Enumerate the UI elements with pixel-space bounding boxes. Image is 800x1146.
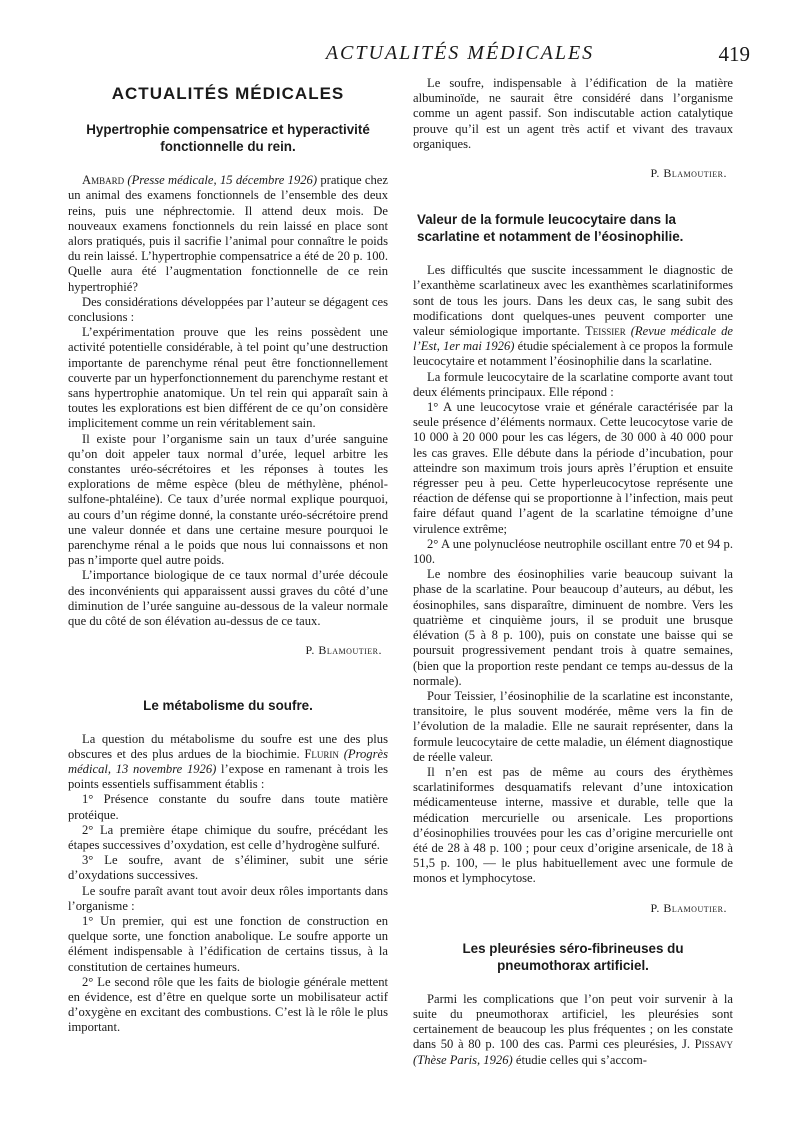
article-paragraph: Le soufre paraît avant tout avoir deux rôles importants dans l’organisme :: [68, 883, 388, 913]
author-name: Flurin: [304, 746, 339, 761]
article-paragraph: 1° Un premier, qui est une fonction de construction en quelque sorte, une fonction anabolique. Le soufre apporte un élément indispensable à l’édification de certains tissus, à la constitution de certaines humeurs.: [68, 913, 388, 974]
article-signature: P. Blamoutier.: [305, 643, 382, 658]
article-paragraph: 2° Le second rôle que les faits de biologie générale mettent en évidence, est d’être en quelque sorte un mobilisateur actif d’oxygène en excitant des combustions. C’est là le rôle le plus important.: [68, 974, 388, 1035]
article-paragraph: La question du métabolisme du soufre est une des plus obscures et des plus ardues de la biochimie. Flurin (Progrès médical, 13 novembre 1926) l’expose en ramenant à trois les points essentiels suffisamment établis :: [68, 731, 388, 792]
author-name: Teissier: [585, 324, 626, 339]
running-title: ACTUALITÉS MÉDICALES: [325, 42, 595, 64]
article-paragraph: 2° A une polynucléose neutrophile oscillant entre 70 et 94 p. 100.: [413, 536, 733, 567]
article-paragraph: 1° A une leucocytose vraie et générale caractérisée par la seule présence d’éléments normaux. Cette leucocytose varie de 10 000 à 20 000 pour les cas légers, de 30 000 à 40 000 pour les cas graves. Elle débute dans la période d’incubation, pour atteindre son maximum trois jours après l’éruption et ensuite régresser peu à peu. Cette hyperleucocytose représente une réaction de défense qui se proportionne à l’infection, mais peut faire défaut quand l’agent de la scarlatine témoigne d’une virulence extrême;: [413, 400, 733, 536]
article-paragraph: 2° La première étape chimique du soufre, précédant les étapes successives d’oxydation, est celle d’hydrogène sulfuré.: [68, 822, 388, 852]
article-paragraph: Il existe pour l’organisme sain un taux d’urée sanguine qu’on doit appeler taux normal d’urée, lequel arbitre les constantes uréo-sécrétoires et les réponses à toutes les explorations de même espèce (bleu de méthylène, phénol-sulfone-phtaléine). Ce taux d’urée normal explique pourquoi, au cours d’un régime donné, la constante uréo-sécrétoire prend une valeur donnée et dans une certaine mesure pourquoi le parenchyme rénal a le poids que nous lui connaissons et non pas n’importe quel autre poids.: [68, 431, 388, 568]
author-name: J. Pissavy: [681, 1037, 733, 1052]
article-title-pleuresies: Les pleurésies séro-fibrineuses du pneumothorax artificiel.: [462, 940, 684, 973]
article-paragraph: 1° Présence constante du soufre dans toute matière protéique.: [68, 792, 388, 822]
section-title: ACTUALITÉS MÉDICALES: [111, 84, 345, 103]
article-signature: P. Blamoutier.: [650, 166, 727, 181]
article-paragraph: L’expérimentation prouve que les reins possèdent une activité potentielle considérable, à tel point qu’une destruction importante de parenchyme rénal peut être fonctionnellement couverte par un hyperfonctionnement du parenchyme restant et sans hypertrophie anatomique. Un tel rein qui apparaît sain à toutes les explorations est bien différent de ce qu’on considère implicitement comme un rein véritablement sain.: [68, 325, 388, 431]
article-paragraph: 3° Le soufre, avant de s’éliminer, subit une série d’oxydations successives.: [68, 853, 388, 883]
left-column: [68, 76, 388, 1036]
source-citation: (Revue médicale de l’Est, 1er mai 1926): [413, 324, 733, 354]
article-paragraph: Ambard (Presse médicale, 15 décembre 1926) pratique chez un animal des examens fonctionnels de l’ensemble des deux reins, puis une néphrectomie. Il attend deux mois. De nouveaux examens fonctionnels du rein laissé en place sont alors pratiqués, puis il sacrifie l’animal pour connaître le poids du rein laissé. L’hypertrophie compensatrice a été de 20 p. 100. Quelle aura été l’augmentation fonctionnelle de ce rein hypertrophié?: [68, 173, 388, 294]
article-signature: P. Blamoutier.: [650, 900, 727, 915]
article-paragraph: Il n’en est pas de même au cours des érythèmes scarlatiniformes desquamatifs relevant d’une intoxication médicamenteuse interne, massive et durable, telle que la médication mercurielle ou arsenicale. Les proportions d’éosinophilies trouvées pour les cas d’origine mercurielle ont été de 28 à 48 p. 100 ; pour ceux d’origine arsenicale, de 18 à 51,5 p. 100, — le plus habituellement avec une formule de monos et lymphocytose.: [413, 764, 733, 886]
source-citation: (Progrès médical, 13 novembre 1926): [68, 746, 388, 776]
source-citation: (Presse médicale, 15 décembre 1926): [127, 173, 318, 188]
article-paragraph: L’importance biologique de ce taux normal d’urée découle des inconvénients qui apparaissent aussi graves du côté d’une diminution de l’urée sanguine au-dessous de la valeur normale que du côté de son élévation au-dessus de ce taux.: [68, 568, 388, 629]
article-paragraph: Le soufre, indispensable à l’édification de la matière albuminoïde, ne saurait être considéré dans l’organisme comme un agent passif. Son indiscutable action catalytique prouve qu’il est un agent très actif et vivant des travaux organiques.: [413, 76, 733, 151]
article-paragraph: La formule leucocytaire de la scarlatine comporte avant tout deux éléments principaux. Elle répond :: [413, 369, 733, 399]
article-title-soufre: Le métabolisme du soufre.: [143, 697, 313, 713]
article-title-formule-leucocytaire: Valeur de la formule leucocytaire dans la scarlatine et notamment de l’éosinophilie.: [417, 212, 684, 245]
article-paragraph: Les difficultés que suscite incessamment le diagnostic de l’exanthème scarlatineux avec les exanthèmes scarlatiniformes sont de tous les jours. Dans les deux cas, le sang subit des modifications dont quelques-unes peuvent comporter une valeur sémiologique importante. Teissier (Revue médicale de l’Est, 1er mai 1926) étudie spécialement à ce propos la formule leucocytaire et notamment l’éosinophilie dans la scarlatine.: [413, 263, 734, 369]
author-name: Ambard: [82, 173, 125, 188]
article-paragraph: Des considérations développées par l’auteur se dégagent ces conclusions :: [68, 294, 388, 325]
article-title-hypertrophie: Hypertrophie compensatrice et hyperactivité fonctionnelle du rein.: [86, 122, 370, 155]
article-paragraph: Le nombre des éosinophilies varie beaucoup suivant la phase de la scarlatine. Pour beaucoup d’auteurs, au début, les éosinophiles, sans disparaître, diminuent de nombre. Vers les quatrième et cinquième jours, il se produit une brusque élévation (5 à 8 p. 100), puis on constate une baisse qui se poursuit progressivement pendant trois à quatre semaines, (bien que la proportion reste pendant ce temps au-dessus de la normale).: [413, 567, 733, 688]
article-paragraph: Parmi les complications que l’on peut voir survenir à la suite du pneumothorax artificiel, les pleurésies sont certainement de beaucoup les plus fréquentes ; on les constate dans 50 à 80 p. 100 des cas. Parmi ces pleurésies, J. Pissavy (Thèse Paris, 1926) étudie celles qui s’accom-: [413, 991, 733, 1067]
right-column: [413, 76, 733, 1068]
page-number: 419: [718, 42, 750, 66]
article-paragraph: Pour Teissier, l’éosinophilie de la scarlatine est inconstante, transitoire, le plus souvent modérée, même vers la fin de l’évolution de la maladie. Elle ne saurait représenter, dans la formule leucocytaire de cette maladie, un élément diagnostique de réelle valeur.: [413, 688, 733, 764]
source-citation: (Thèse Paris, 1926): [413, 1052, 513, 1067]
